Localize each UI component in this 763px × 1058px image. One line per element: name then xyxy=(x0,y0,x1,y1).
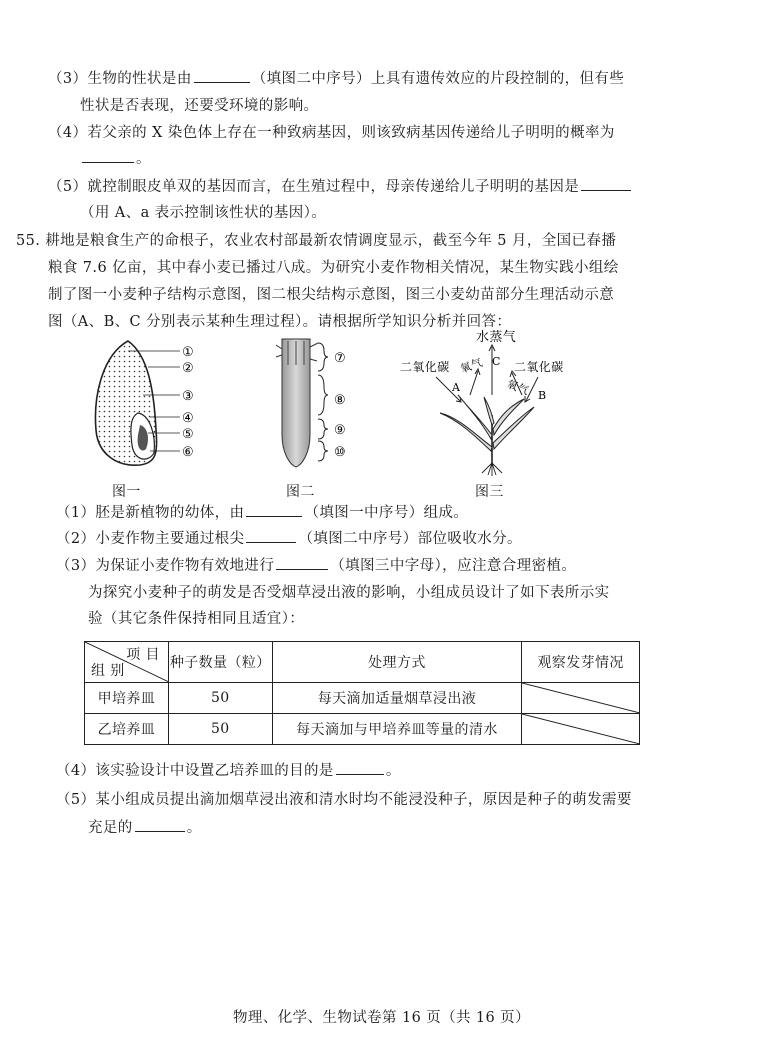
q54-part3-text-b: （填图二中序号）上具有遗传效应的片段控制的，但有些 xyxy=(251,71,625,87)
figure1-caption: 图一 xyxy=(112,484,141,500)
fig1-label-1: ① xyxy=(182,345,195,360)
fig3-letter-a: A xyxy=(452,381,461,394)
row-treatment: 每天滴加与甲培养皿等量的清水 xyxy=(272,714,521,745)
fig3-o2-right: 氧气 xyxy=(504,377,531,398)
answer-blank[interactable] xyxy=(276,555,328,570)
row-treatment: 每天滴加适量烟草浸出液 xyxy=(272,683,521,714)
fig1-label-5: ⑤ xyxy=(182,427,195,442)
q55-part2-text-a: （2）小麦作物主要通过根尖 xyxy=(56,531,245,547)
q55-part5-text-b: 充足的 xyxy=(88,820,133,836)
q55-part5-line2 xyxy=(88,817,202,839)
q55-part1 xyxy=(56,502,468,524)
diagonal-line xyxy=(522,714,640,744)
table-row xyxy=(85,714,640,745)
fig1-label-4: ④ xyxy=(182,411,195,426)
fig3-water-vapor: 水蒸气 xyxy=(476,330,517,345)
experiment-table xyxy=(84,641,640,745)
answer-blank[interactable] xyxy=(246,502,302,517)
figure2-caption: 图二 xyxy=(286,484,315,500)
figure3-seedling xyxy=(396,325,586,477)
table-header-row xyxy=(85,642,640,683)
q55-part4 xyxy=(56,760,401,782)
question-number: 55. xyxy=(16,233,41,249)
q54-part4-line2 xyxy=(80,148,151,170)
q55-exp-intro-1: 为探究小麦种子的萌发是否受烟草浸出液的影响，小组成员设计了如下表所示实 xyxy=(88,585,610,601)
q54-part4-line1: （4）若父亲的 X 染色体上存在一种致病基因，则该致病基因传递给儿子明明的概率为 xyxy=(48,125,615,141)
header-seed-count: 种子数量（粒） xyxy=(168,642,272,683)
diagonal-line xyxy=(522,683,640,713)
row-observation-cell xyxy=(522,683,640,714)
fig3-co2-right: 二氧化碳 xyxy=(514,360,564,374)
q55-intro-1: 耕地是粮食生产的命根子，农业农村部最新农情调度显示，截至今年 5 月，全国已春播 xyxy=(45,233,617,249)
header-treatment: 处理方式 xyxy=(272,642,521,683)
fig1-label-6: ⑥ xyxy=(182,445,195,460)
fig3-letter-b: B xyxy=(538,389,547,402)
fig3-letter-c: C xyxy=(492,355,501,368)
answer-blank[interactable] xyxy=(246,528,296,543)
page-footer: 物理、化学、生物试卷第 16 页（共 16 页） xyxy=(233,1010,530,1026)
figure2-root-tip xyxy=(262,335,372,475)
table-corner-cell xyxy=(85,642,169,683)
q55-part5-line1: （5）某小组成员提出滴加烟草浸出液和清水时均不能浸没种子，原因是种子的萌发需要 xyxy=(56,792,632,808)
figure1-wheat-seed xyxy=(88,335,218,475)
header-observation: 观察发芽情况 xyxy=(522,642,640,683)
answer-blank[interactable] xyxy=(194,68,250,83)
fig1-label-3: ③ xyxy=(182,389,195,404)
answer-blank[interactable] xyxy=(135,817,185,832)
corner-bottom-label: 组 别 xyxy=(91,663,125,679)
q55-part3 xyxy=(56,555,576,577)
fig2-label-10: ⑩ xyxy=(334,445,347,460)
q55-exp-intro-2: 验（其它条件保持相同且适宜）： xyxy=(88,611,305,627)
q55-part4-text: （4）该实验设计中设置乙培养皿的目的是 xyxy=(56,763,334,779)
q54-part3-line1 xyxy=(48,68,624,90)
fig3-co2-left: 二氧化碳 xyxy=(400,360,450,374)
q55-part1-text-a: （1）胚是新植物的幼体，由 xyxy=(56,505,245,521)
fig2-label-7: ⑦ xyxy=(334,351,347,366)
q55-intro-4: 图（A、B、C 分别表示某种生理过程）。请根据所学知识分析并回答： xyxy=(48,314,512,330)
answer-blank[interactable] xyxy=(336,760,384,775)
q55-line1 xyxy=(16,230,616,252)
table-row xyxy=(85,683,640,714)
q55-part1-text-b: （填图一中序号）组成。 xyxy=(304,505,469,521)
fig2-label-9: ⑨ xyxy=(334,423,347,438)
row-observation-cell xyxy=(522,714,640,745)
q55-part2 xyxy=(56,528,522,550)
row-group: 乙培养皿 xyxy=(85,714,169,745)
fig2-label-8: ⑧ xyxy=(334,393,347,408)
q54-part5-line1 xyxy=(48,176,633,198)
q54-part3-text-a: （3）生物的性状是由 xyxy=(48,71,192,87)
q55-intro-2: 粮食 7.6 亿亩，其中春小麦已播过八成。为研究小麦作物相关情况，某生物实践小组绘 xyxy=(48,260,619,276)
figure3-caption: 图三 xyxy=(475,484,504,500)
corner-top-label: 项 目 xyxy=(126,647,160,663)
row-count: 50 xyxy=(168,683,272,714)
q55-part2-text-b: （填图二中序号）部位吸收水分。 xyxy=(298,531,522,547)
punctuation: 。 xyxy=(136,151,151,167)
row-count: 50 xyxy=(168,714,272,745)
row-group: 甲培养皿 xyxy=(85,683,169,714)
fig3-o2-left: 氧气 xyxy=(458,355,485,376)
punctuation: 。 xyxy=(385,763,401,779)
answer-blank[interactable] xyxy=(581,176,631,191)
q55-part3-text-a: （3）为保证小麦作物有效地进行 xyxy=(56,558,275,574)
punctuation: 。 xyxy=(186,820,202,836)
q54-part5-text-a: （5）就控制眼皮单双的基因而言，在生殖过程中，母亲传递给儿子明明的基因是 xyxy=(48,179,580,195)
q54-part3-line2: 性状是否表现，还要受环境的影响。 xyxy=(80,98,319,114)
q54-part5-line2: （用 A、a 表示控制该性状的基因）。 xyxy=(80,205,327,221)
q55-intro-3: 制了图一小麦种子结构示意图，图二根尖结构示意图，图三小麦幼苗部分生理活动示意 xyxy=(48,287,615,303)
q55-part3-text-b: （填图三中字母），应注意合理密植。 xyxy=(330,558,577,574)
fig1-label-2: ② xyxy=(182,361,195,376)
answer-blank[interactable] xyxy=(82,148,134,163)
